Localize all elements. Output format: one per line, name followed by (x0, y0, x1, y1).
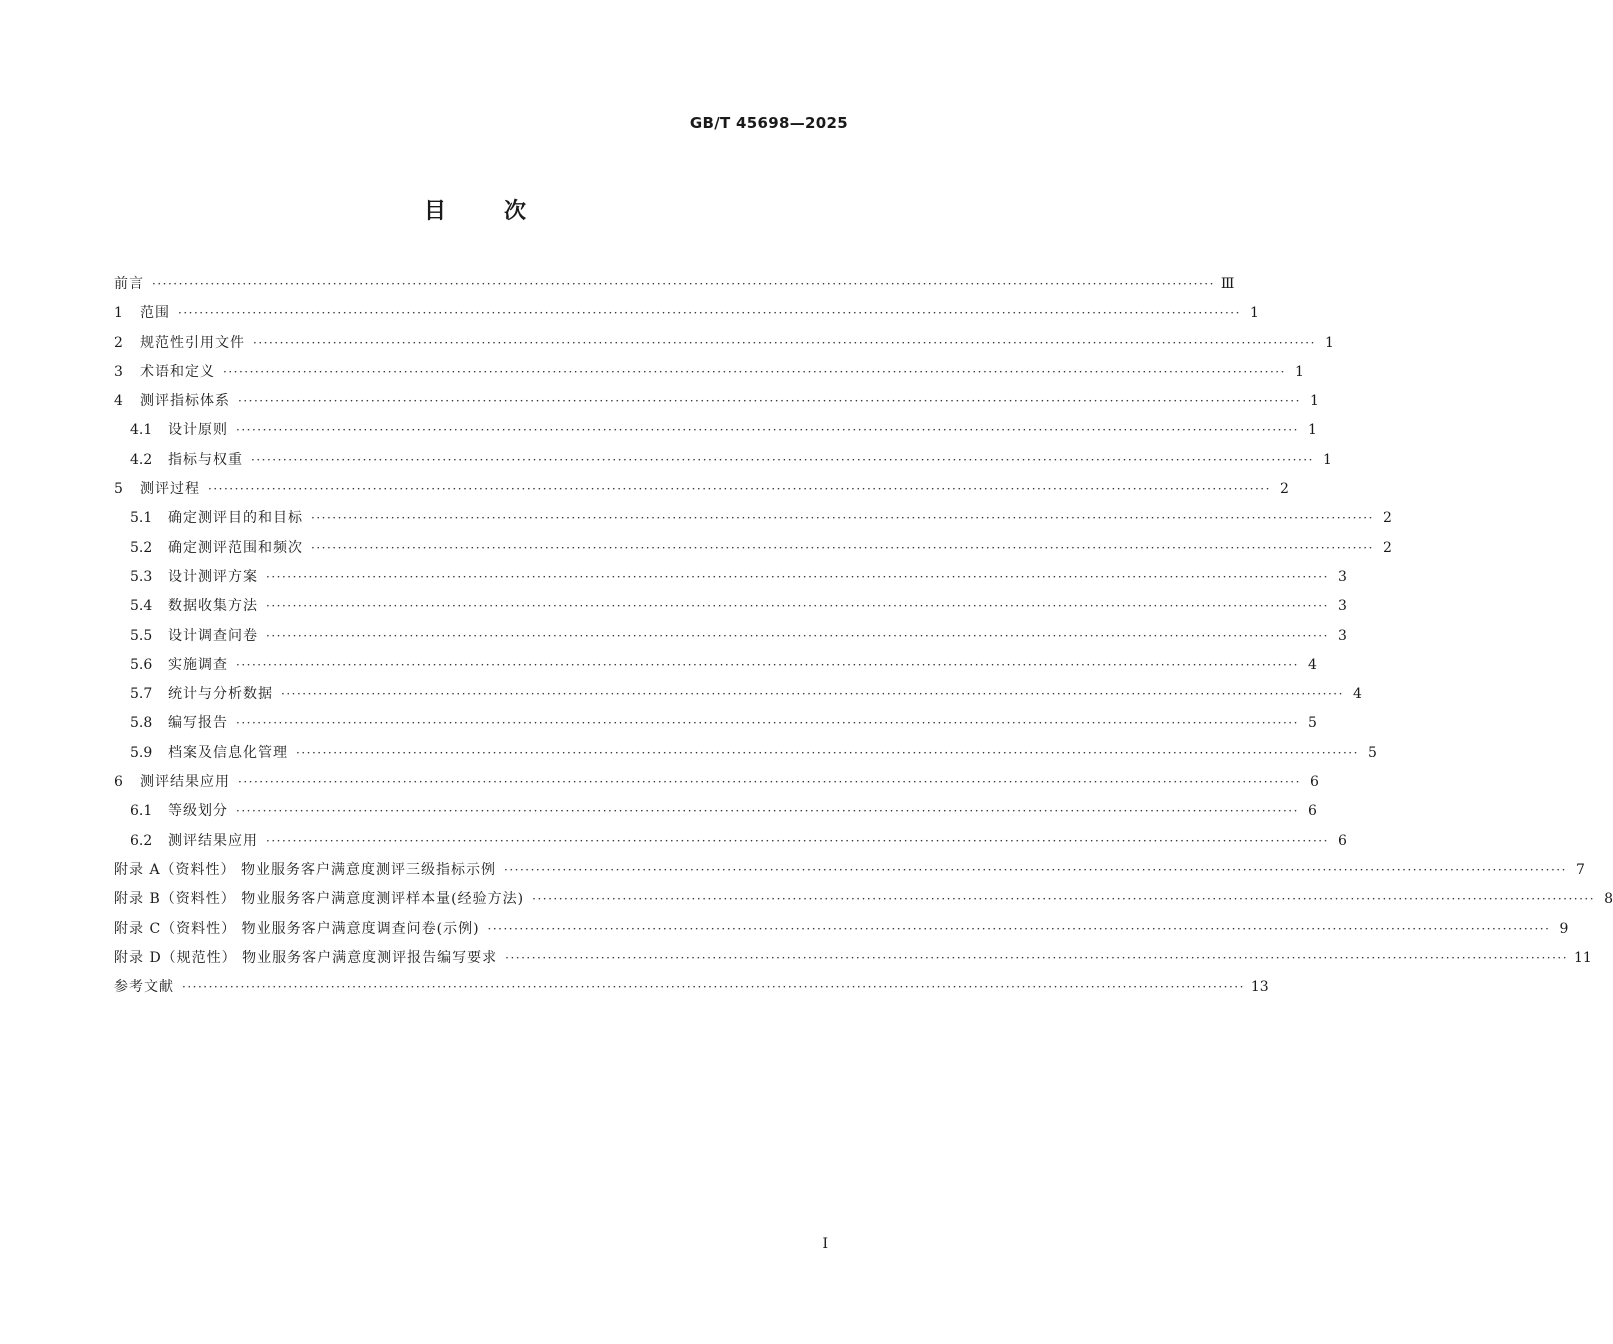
toc-entry[interactable] (114, 504, 1392, 533)
toc-entry[interactable] (114, 387, 1319, 416)
toc-leader-dots: ········································································································································································································ (223, 364, 1286, 379)
toc-entry-number: 3 (114, 363, 123, 380)
toc-entry-number: 5.3 (130, 568, 153, 585)
page-number: Ⅰ (822, 1236, 828, 1252)
toc-leader-dots: ········································································································································································································ (532, 892, 1596, 907)
toc-entry-page: 3 (1337, 598, 1347, 615)
toc-leader-dots: ········································································································································································································ (311, 540, 1374, 555)
toc-entry[interactable] (114, 446, 1332, 475)
toc-entry-number: 5.4 (130, 598, 153, 615)
toc-entry[interactable] (114, 563, 1347, 592)
toc-entry-label: 测评结果应用 (140, 774, 230, 791)
toc-entry-page: 2 (1279, 481, 1289, 498)
toc-entry[interactable] (114, 973, 1269, 1002)
toc-entry-label: 附录 A（资料性） 物业服务客户满意度测评三级指标示例 (114, 861, 497, 878)
toc-entry-label: 测评结果应用 (168, 832, 258, 849)
toc-entry-label: 编写报告 (168, 715, 228, 732)
toc-leader-dots: ········································································································································································································ (182, 980, 1245, 995)
toc-entry[interactable] (114, 329, 1334, 358)
toc-entry[interactable] (114, 856, 1585, 885)
toc-leader-dots: ········································································································································································································ (236, 804, 1299, 819)
toc-entry[interactable] (114, 827, 1347, 856)
toc-entry-page: 5 (1367, 744, 1377, 761)
toc-leader-dots: ········································································································································································································ (251, 452, 1314, 467)
toc-leader-dots: ········································································································································································································ (311, 511, 1374, 526)
toc-entry[interactable] (114, 592, 1347, 621)
toc-entry-number: 5.1 (130, 510, 153, 527)
toc-entry-page: 1 (1324, 334, 1334, 351)
toc-entry-label: 规范性引用文件 (140, 334, 245, 351)
toc-entry-page: 5 (1307, 715, 1317, 732)
toc-entry-number: 5.6 (130, 656, 153, 673)
toc-entry[interactable] (114, 358, 1304, 387)
toc-entry-page: Ⅲ (1220, 276, 1235, 292)
toc-entry-number: 1 (114, 305, 123, 322)
toc-leader-dots: ········································································································································································································ (208, 482, 1271, 497)
toc-entry[interactable] (114, 270, 1235, 299)
toc-entry[interactable] (114, 944, 1592, 973)
toc-entry[interactable] (114, 299, 1259, 328)
toc-entry-number: 4.2 (130, 451, 153, 468)
toc-leader-dots: ········································································································································································································ (236, 657, 1299, 672)
toc-entry-number: 5.5 (130, 627, 153, 644)
toc-entry[interactable] (114, 797, 1317, 826)
toc-entry-label: 设计调查问卷 (168, 627, 258, 644)
toc-entry-number: 4.1 (130, 422, 153, 439)
toc-entry-page: 6 (1337, 832, 1347, 849)
toc-leader-dots: ········································································································································································································ (152, 277, 1215, 291)
toc-leader-dots: ········································································································································································································ (505, 950, 1569, 965)
toc-entry-page: 7 (1575, 861, 1585, 878)
toc-entry[interactable] (114, 709, 1317, 738)
standard-number: GB/T 45698—2025 (689, 114, 848, 132)
toc-title: 目次 (423, 199, 584, 224)
toc-entry-label: 设计原则 (168, 422, 228, 439)
toc-entry-number: 5.2 (130, 539, 153, 556)
toc-entry-page: 3 (1337, 627, 1347, 644)
toc-entry[interactable] (114, 680, 1362, 709)
toc-entry-page: 4 (1307, 656, 1317, 673)
toc-leader-dots: ········································································································································································································ (296, 745, 1359, 760)
toc-entry[interactable] (114, 768, 1319, 797)
toc-entry-label: 测评过程 (140, 481, 200, 498)
toc-entry[interactable] (114, 475, 1289, 504)
toc-entry-page: 8 (1604, 891, 1613, 908)
toc-entry-label: 术语和定义 (140, 363, 215, 380)
toc-leader-dots: ········································································································································································································ (504, 862, 1567, 877)
toc-entry-label: 附录 C（资料性） 物业服务客户满意度调查问卷(示例) (114, 920, 480, 937)
toc-leader-dots: ········································································································································································································ (178, 306, 1241, 321)
toc-entry-page: 11 (1574, 949, 1592, 966)
toc-leader-dots: ········································································································································································································ (266, 599, 1329, 614)
toc-entry-page: 13 (1250, 979, 1269, 996)
toc-entry-label: 附录 B（资料性） 物业服务客户满意度测评样本量(经验方法) (114, 891, 525, 908)
toc-list (114, 270, 1613, 1002)
toc-leader-dots: ········································································································································································································ (266, 569, 1329, 584)
toc-entry-label: 档案及信息化管理 (168, 744, 288, 761)
toc-entry-page: 2 (1382, 510, 1392, 527)
toc-entry-number: 2 (114, 334, 123, 351)
toc-leader-dots: ········································································································································································································ (253, 335, 1316, 350)
toc-entry-page: 6 (1309, 774, 1319, 791)
toc-entry[interactable] (114, 416, 1317, 445)
toc-entry-page: 1 (1307, 422, 1317, 439)
toc-entry[interactable] (114, 534, 1392, 563)
toc-leader-dots: ········································································································································································································ (238, 775, 1301, 790)
toc-entry-page: 1 (1294, 363, 1304, 380)
toc-entry-page: 1 (1322, 451, 1332, 468)
toc-entry-number: 5 (114, 481, 123, 498)
toc-leader-dots: ········································································································································································································ (236, 716, 1299, 731)
toc-entry-page: 1 (1309, 393, 1319, 410)
toc-entry-label: 数据收集方法 (168, 598, 258, 615)
toc-entry-label: 确定测评范围和频次 (168, 539, 303, 556)
toc-entry[interactable] (114, 622, 1347, 651)
toc-entry-page: 9 (1559, 920, 1569, 937)
toc-entry-label: 附录 D（规范性） 物业服务客户满意度测评报告编写要求 (114, 949, 498, 966)
toc-entry-label: 确定测评目的和目标 (168, 510, 303, 527)
toc-entry[interactable] (114, 651, 1317, 680)
toc-leader-dots: ········································································································································································································ (238, 394, 1301, 409)
toc-entry[interactable] (114, 885, 1613, 914)
toc-entry-page: 3 (1337, 568, 1347, 585)
toc-entry-number: 5.8 (130, 715, 153, 732)
toc-entry-label: 实施调查 (168, 656, 228, 673)
toc-entry-label: 参考文献 (114, 979, 174, 996)
toc-entry-page: 6 (1307, 803, 1317, 820)
toc-entry-label: 测评指标体系 (140, 393, 230, 410)
toc-entry-label: 前言 (114, 276, 144, 292)
toc-entry-page: 1 (1249, 305, 1259, 322)
toc-entry-page: 4 (1352, 686, 1362, 703)
toc-entry-number: 5.9 (130, 744, 153, 761)
toc-leader-dots: ········································································································································································································ (281, 687, 1344, 702)
toc-entry-label: 等级划分 (168, 803, 228, 820)
toc-leader-dots: ········································································································································································································ (487, 921, 1551, 936)
toc-entry-number: 5.7 (130, 686, 153, 703)
toc-leader-dots: ········································································································································································································ (236, 423, 1299, 438)
toc-entry-label: 范围 (140, 305, 170, 322)
toc-entry-label: 指标与权重 (168, 451, 243, 468)
toc-entry-label: 统计与分析数据 (168, 686, 273, 703)
toc-entry-number: 6 (114, 774, 123, 791)
toc-entry-number: 6.2 (130, 832, 153, 849)
toc-entry-number: 6.1 (130, 803, 153, 820)
toc-entry[interactable] (114, 915, 1569, 944)
toc-leader-dots: ········································································································································································································ (266, 833, 1329, 848)
toc-entry-label: 设计测评方案 (168, 568, 258, 585)
toc-leader-dots: ········································································································································································································ (266, 628, 1329, 643)
toc-entry[interactable] (114, 739, 1377, 768)
toc-entry-page: 2 (1382, 539, 1392, 556)
toc-entry-number: 4 (114, 393, 123, 410)
